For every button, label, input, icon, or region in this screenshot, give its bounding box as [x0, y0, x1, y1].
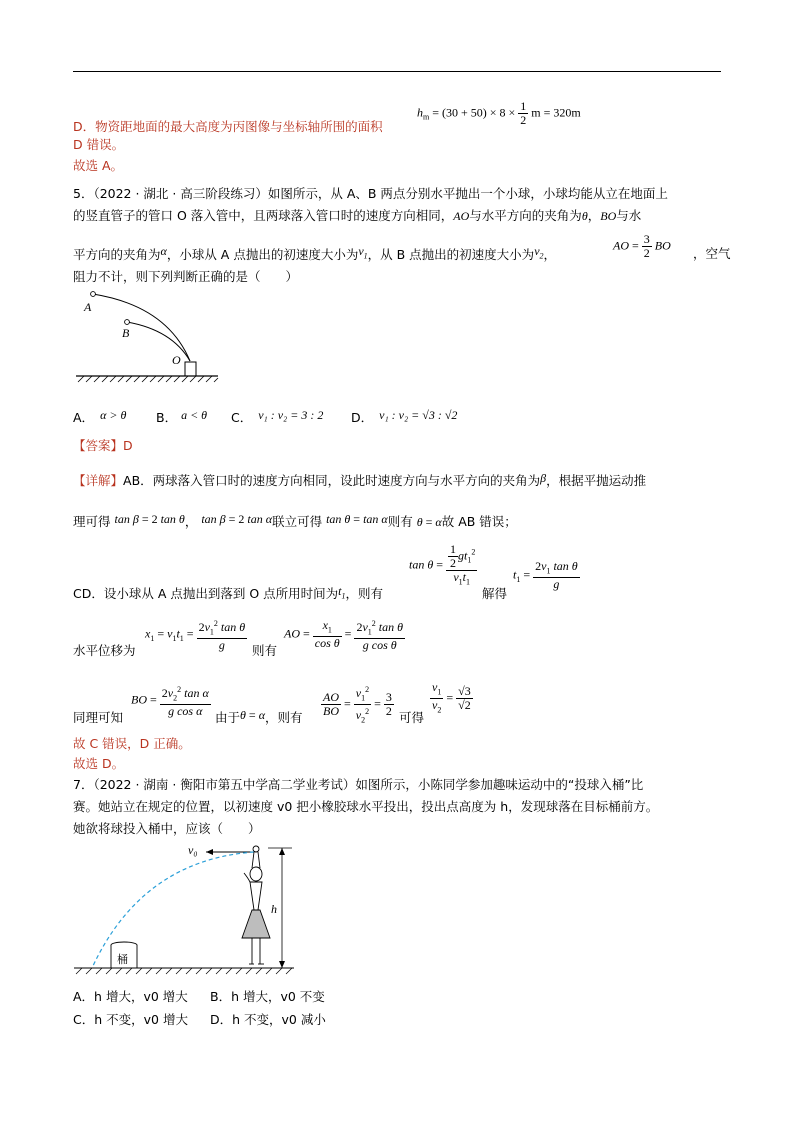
- bucket-label: 桶: [117, 953, 128, 966]
- v0-arrowhead: [206, 849, 213, 855]
- q5-stem-3-tail: ，空气: [693, 246, 731, 261]
- q5-x1-formula: $x_1 = v_1t_1$ = $\frac{2v_1^2 \tan \theta}{g}$: [145, 619, 246, 653]
- q7-ground-hatch: [76, 968, 292, 974]
- q7-stem-2: 赛。她站立在规定的位置，以初速度 v0 把小橡胶球水平投出，投出点高度为 h，发现球落在目标桶前方。: [73, 799, 659, 814]
- label-A: A: [84, 300, 92, 314]
- q7-option-C: C．h 不变，v0 增大: [73, 1012, 188, 1027]
- q7-option-D: D．h 不变，v0 减小: [210, 1012, 326, 1027]
- q5-cd-1: CD．设小球从 A 点抛出到落到 O 点所用时间为$t_1$，则有: [73, 584, 383, 601]
- label-B: B: [122, 326, 130, 340]
- q5-stem-3: 平方向的夹角为α，小球从 A 点抛出的初速度大小为$v_1$，从 B 点抛出的初速度大小为$v_2$，: [73, 244, 557, 262]
- q5-t1-formula: $t_1$ = $\frac{2v_1 \tan \theta}{g}$: [513, 559, 578, 592]
- q7-option-B: B．h 增大，v0 不变: [210, 989, 325, 1004]
- q5-ratio-formula: AO = $\frac{3}{2}$ BO: [613, 232, 671, 260]
- q5-option-D: D． v₁ : v₂ = √3 : √2: [351, 408, 458, 425]
- q5-conclusion: 故 C 错误，D 正确。: [73, 736, 191, 751]
- q5-hd-then: 则有: [252, 643, 278, 658]
- label-O: O: [172, 353, 181, 367]
- trajectory-A: [93, 294, 190, 361]
- ground-hatch: [78, 376, 218, 382]
- q5-answer: 【答案】D: [73, 438, 133, 453]
- q5-option-C: C． v₁ : v₂ = 3 : 2: [231, 408, 324, 425]
- point-A: [91, 292, 96, 297]
- q5-velocity-ratio: $\frac{v_1}{v_2}$ = $\frac{√3}{√2}$: [432, 680, 471, 715]
- header-rule: [73, 71, 721, 72]
- q5-get: 可得: [399, 710, 425, 725]
- q5-solve-label: 解得: [482, 586, 508, 601]
- h-label: h: [271, 902, 277, 916]
- q5-figure: [72, 286, 222, 386]
- q5-option-B: B． a < θ: [156, 408, 208, 425]
- h-arrow-bottom: [279, 961, 285, 968]
- q7-stem-1: 7．（2022 · 湖南 · 衡阳市第五中学高二学业考试）如图所示，小陈同学参加趣味运动中的“投球入桶”比: [73, 777, 644, 792]
- q5-option-A: A． α > θ: [73, 408, 127, 425]
- q5-AO-formula: AO = $\frac{x_1}{\text{cos θ}}$ = $\frac{2v_1^2 \tan \theta}{\text{g cos θ}}$: [284, 618, 404, 653]
- formula-D: $h_m = (30 + 50) \times 8$ × $\frac{1}{2}$ m = 320m: [417, 99, 581, 127]
- q5-detail-1: 【详解】AB．两球落入管口时的速度方向相同，设此时速度方向与水平方向的夹角为β，根据平抛运动推: [73, 471, 647, 488]
- girl-figure: [242, 846, 270, 964]
- q5-choose: 故选 D。: [73, 756, 125, 771]
- q7-figure: [72, 838, 298, 980]
- v0-label: v₀: [188, 843, 198, 857]
- prev-choose: 故选 A。: [73, 158, 124, 173]
- prev-line-D: D．物资距地面的最大高度为丙图像与坐标轴所围的面积: [73, 119, 383, 134]
- q7-option-A: A．h 增大，v0 增大: [73, 989, 188, 1004]
- q5-tan-formula: tan θ = $\frac{1}{2}$ $gt_1^2$ $v_1t_1$: [409, 542, 476, 587]
- q5-ratio-result: $\frac{AO}{BO}$ = $\frac{v_1^2}{v_2^2}$ = $\frac{3}{2}$: [323, 685, 392, 725]
- q5-stem-1: 5．（2022 · 湖北 · 高三阶段练习）如图所示，从 A、B 两点分别水平抛出一个小球，小球均能从立在地面上: [73, 186, 668, 201]
- pipe: [185, 362, 196, 376]
- q5-stem-4: 阻力不计，则下列判断正确的是（ ）: [73, 269, 299, 284]
- q5-detail-2: 理可得 tan β = 2 tan θ， tan β = 2 tan α联立可得 tan θ = tan α则有 θ = α故 AB 错误；: [73, 512, 517, 529]
- q5-since: 由于θ = α，则有: [215, 708, 303, 725]
- q5-stem-2: 的竖直管子的管口 O 落入管中，且两球落入管口时的速度方向相同，AO与水平方向的夹角为θ，BO与水: [73, 208, 642, 223]
- point-B: [125, 320, 130, 325]
- q5-same-label: 同理可知: [73, 710, 124, 725]
- q5-hd-label: 水平位移为: [73, 643, 136, 658]
- h-arrow-top: [279, 848, 285, 855]
- q5-BO-formula: BO = $\frac{2v_2^2 \tan \alpha}{\text{g cos α}}$: [131, 685, 209, 719]
- q7-stem-3: 她欲将球投入桶中，应该（ ）: [73, 821, 261, 836]
- prev-line-D2: D 错误。: [73, 137, 125, 152]
